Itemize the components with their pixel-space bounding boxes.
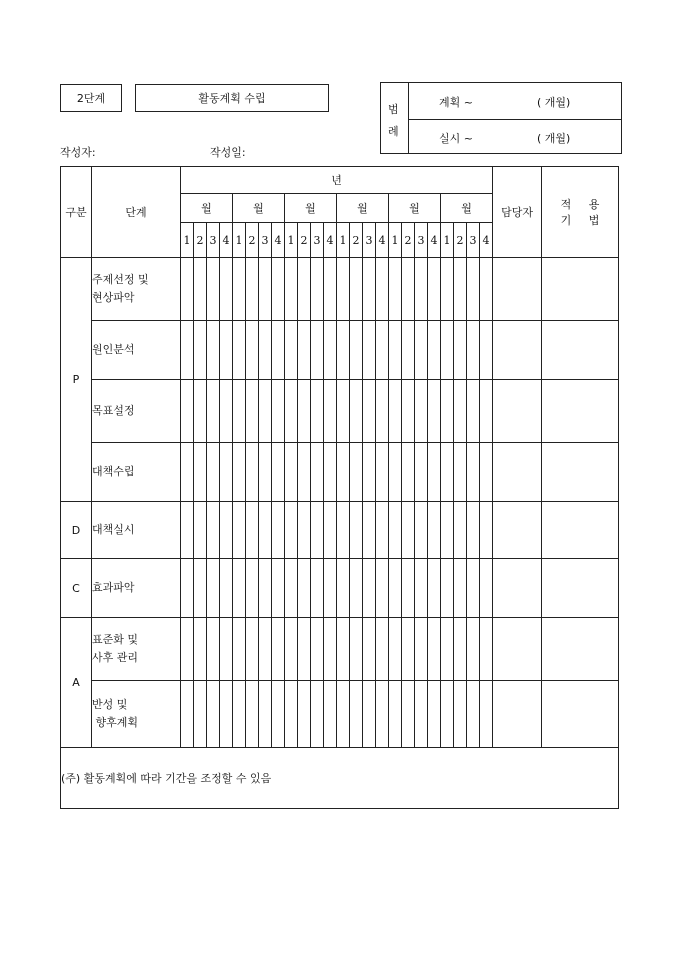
- stage-label: 2단계: [76, 92, 106, 105]
- stage-label: 표준화 및: [92, 633, 139, 646]
- method-cell: [542, 618, 619, 681]
- legend-divider: [408, 119, 622, 120]
- schedule-cell: [272, 618, 285, 681]
- method-cell: [542, 443, 619, 502]
- schedule-cell: [441, 443, 454, 502]
- schedule-cell: [350, 559, 363, 618]
- method-cell: [542, 559, 619, 618]
- schedule-cell: [207, 258, 220, 321]
- schedule-cell: [467, 559, 480, 618]
- page-title: 활동계획 수립: [198, 92, 266, 105]
- date-label: 작성일:: [210, 146, 246, 159]
- method-cell: [542, 502, 619, 559]
- schedule-cell: [220, 321, 233, 380]
- schedule-cell: [311, 559, 324, 618]
- schedule-cell: [181, 258, 194, 321]
- schedule-cell: [454, 321, 467, 380]
- schedule-cell: [285, 681, 298, 748]
- schedule-cell: [324, 559, 337, 618]
- schedule-cell: [246, 559, 259, 618]
- owner-cell: [493, 502, 542, 559]
- method-cell: [542, 681, 619, 748]
- header-week: 1: [233, 223, 246, 258]
- schedule-cell: [402, 502, 415, 559]
- schedule-cell: [181, 502, 194, 559]
- owner-cell: [493, 321, 542, 380]
- schedule-cell: [376, 502, 389, 559]
- schedule-cell: [324, 618, 337, 681]
- schedule-cell: [259, 443, 272, 502]
- schedule-cell: [480, 443, 493, 502]
- schedule-cell: [402, 258, 415, 321]
- legend-plan-unit: ( 개월): [537, 96, 571, 109]
- schedule-cell: [207, 380, 220, 443]
- schedule-cell: [441, 380, 454, 443]
- schedule-cell: [324, 502, 337, 559]
- schedule-cell: [311, 618, 324, 681]
- schedule-cell: [285, 380, 298, 443]
- schedule-cell: [324, 321, 337, 380]
- schedule-cell: [363, 258, 376, 321]
- schedule-cell: [376, 321, 389, 380]
- schedule-cell: [454, 502, 467, 559]
- schedule-cell: [415, 559, 428, 618]
- schedule-cell: [181, 321, 194, 380]
- schedule-cell: [194, 681, 207, 748]
- schedule-cell: [272, 502, 285, 559]
- schedule-cell: [376, 258, 389, 321]
- schedule-cell: [428, 258, 441, 321]
- schedule-cell: [389, 321, 402, 380]
- table-row: [61, 380, 619, 443]
- schedule-cell: [389, 380, 402, 443]
- schedule-cell: [350, 502, 363, 559]
- category-cell: A: [61, 618, 92, 748]
- schedule-cell: [298, 681, 311, 748]
- method-cell: [542, 380, 619, 443]
- schedule-cell: [350, 380, 363, 443]
- schedule-cell: [415, 681, 428, 748]
- schedule-cell: [480, 502, 493, 559]
- schedule-cell: [337, 618, 350, 681]
- schedule-cell: [233, 618, 246, 681]
- schedule-cell: [181, 380, 194, 443]
- method-cell: [542, 321, 619, 380]
- schedule-cell: [402, 321, 415, 380]
- header-week: 3: [415, 223, 428, 258]
- schedule-cell: [454, 258, 467, 321]
- schedule-cell: [181, 681, 194, 748]
- schedule-cell: [376, 618, 389, 681]
- schedule-cell: [220, 502, 233, 559]
- legend-label-bottom: 례: [388, 125, 399, 138]
- schedule-cell: [259, 502, 272, 559]
- method-cell: [542, 258, 619, 321]
- stage-cell: [92, 321, 181, 380]
- schedule-cell: [389, 502, 402, 559]
- schedule-cell: [402, 443, 415, 502]
- schedule-cell: [415, 321, 428, 380]
- schedule-cell: [194, 321, 207, 380]
- schedule-cell: [402, 681, 415, 748]
- schedule-cell: [389, 559, 402, 618]
- stage-cell: [92, 681, 181, 748]
- header-method: [542, 167, 619, 258]
- schedule-cell: [259, 321, 272, 380]
- schedule-cell: [350, 681, 363, 748]
- header-week: 1: [389, 223, 402, 258]
- schedule-cell: [480, 681, 493, 748]
- table-row: [61, 681, 619, 748]
- schedule-cell: [454, 681, 467, 748]
- header-method-top: 적 용: [560, 198, 600, 211]
- schedule-cell: [220, 681, 233, 748]
- schedule-cell: [311, 321, 324, 380]
- schedule-cell: [467, 618, 480, 681]
- schedule-cell: [324, 443, 337, 502]
- header-week: 3: [311, 223, 324, 258]
- owner-cell: [493, 618, 542, 681]
- schedule-cell: [324, 258, 337, 321]
- schedule-cell: [285, 258, 298, 321]
- stage-label: 대책수립: [92, 465, 135, 478]
- schedule-cell: [220, 380, 233, 443]
- schedule-cell: [311, 681, 324, 748]
- stage-label: 목표설정: [92, 404, 135, 417]
- header-week: 3: [259, 223, 272, 258]
- legend-actual-unit: ( 개월): [537, 132, 571, 145]
- schedule-cell: [350, 321, 363, 380]
- schedule-cell: [194, 258, 207, 321]
- schedule-cell: [389, 618, 402, 681]
- category-cell: P: [61, 258, 92, 502]
- schedule-cell: [233, 502, 246, 559]
- stage-label: 효과파악: [92, 581, 135, 594]
- category-cell: C: [61, 559, 92, 618]
- schedule-cell: [441, 618, 454, 681]
- schedule-cell: [337, 443, 350, 502]
- stage-label: 현상파악: [92, 291, 135, 304]
- schedule-cell: [285, 321, 298, 380]
- stage-label: 반성 및: [92, 698, 128, 711]
- schedule-cell: [233, 258, 246, 321]
- stage-label: 대책실시: [92, 523, 135, 536]
- legend-actual-label: 실시 ~: [439, 132, 473, 145]
- owner-cell: [493, 443, 542, 502]
- header-week: 2: [194, 223, 207, 258]
- schedule-cell: [259, 681, 272, 748]
- header-week: 4: [272, 223, 285, 258]
- header-month: 월: [285, 194, 337, 223]
- schedule-cell: [402, 559, 415, 618]
- schedule-cell: [194, 559, 207, 618]
- header-stage: 단계: [92, 167, 181, 258]
- schedule-cell: [246, 443, 259, 502]
- schedule-cell: [467, 681, 480, 748]
- schedule-cell: [194, 380, 207, 443]
- schedule-cell: [272, 258, 285, 321]
- schedule-cell: [298, 559, 311, 618]
- schedule-cell: [233, 380, 246, 443]
- schedule-cell: [259, 258, 272, 321]
- legend-box: [380, 82, 622, 154]
- schedule-cell: [441, 258, 454, 321]
- schedule-cell: [467, 443, 480, 502]
- schedule-cell: [480, 618, 493, 681]
- schedule-cell: [337, 681, 350, 748]
- header-week: 4: [480, 223, 493, 258]
- schedule-cell: [467, 380, 480, 443]
- table-row: [61, 559, 619, 618]
- schedule-cell: [220, 443, 233, 502]
- table-row: [61, 321, 619, 380]
- header-owner: 담당자: [493, 167, 542, 258]
- schedule-cell: [363, 618, 376, 681]
- schedule-cell: [428, 559, 441, 618]
- schedule-cell: [246, 681, 259, 748]
- header-month: 월: [233, 194, 285, 223]
- schedule-cell: [454, 443, 467, 502]
- header-week: 4: [376, 223, 389, 258]
- schedule-cell: [233, 443, 246, 502]
- header-method-bottom: 기 법: [560, 214, 600, 227]
- table-row: [61, 502, 619, 559]
- header-month: 월: [337, 194, 389, 223]
- schedule-cell: [480, 258, 493, 321]
- stage-cell: [92, 443, 181, 502]
- schedule-cell: [402, 618, 415, 681]
- schedule-cell: [441, 681, 454, 748]
- schedule-cell: [220, 258, 233, 321]
- activity-plan-table: [60, 166, 619, 809]
- schedule-cell: [428, 321, 441, 380]
- schedule-cell: [207, 559, 220, 618]
- schedule-cell: [298, 321, 311, 380]
- schedule-cell: [285, 618, 298, 681]
- stage-cell: [92, 618, 181, 681]
- schedule-cell: [363, 321, 376, 380]
- schedule-cell: [311, 258, 324, 321]
- header-week: 2: [350, 223, 363, 258]
- owner-cell: [493, 681, 542, 748]
- schedule-cell: [272, 321, 285, 380]
- header-week: 4: [324, 223, 337, 258]
- schedule-cell: [441, 321, 454, 380]
- stage-cell: [92, 380, 181, 443]
- owner-cell: [493, 258, 542, 321]
- schedule-cell: [246, 380, 259, 443]
- schedule-cell: [363, 443, 376, 502]
- stage-cell: [92, 502, 181, 559]
- header-week: 3: [207, 223, 220, 258]
- table-row: [61, 618, 619, 681]
- header-week: 4: [428, 223, 441, 258]
- schedule-cell: [207, 443, 220, 502]
- note-cell: (주) 활동계획에 따라 기간을 조정할 수 있음: [61, 748, 619, 809]
- schedule-cell: [285, 502, 298, 559]
- stage-cell: [92, 559, 181, 618]
- schedule-cell: [454, 618, 467, 681]
- schedule-cell: [402, 380, 415, 443]
- schedule-cell: [246, 321, 259, 380]
- schedule-cell: [246, 502, 259, 559]
- schedule-cell: [337, 559, 350, 618]
- schedule-cell: [467, 258, 480, 321]
- schedule-cell: [441, 502, 454, 559]
- schedule-cell: [337, 380, 350, 443]
- schedule-cell: [181, 559, 194, 618]
- schedule-cell: [441, 559, 454, 618]
- header-month: 월: [441, 194, 493, 223]
- schedule-cell: [428, 618, 441, 681]
- schedule-cell: [480, 321, 493, 380]
- schedule-cell: [467, 502, 480, 559]
- schedule-cell: [259, 559, 272, 618]
- owner-cell: [493, 559, 542, 618]
- stage-label: 향후계획: [92, 716, 139, 729]
- schedule-cell: [480, 559, 493, 618]
- header-week: 2: [454, 223, 467, 258]
- table-row: [61, 258, 619, 321]
- schedule-cell: [350, 258, 363, 321]
- schedule-cell: [363, 681, 376, 748]
- schedule-cell: [194, 443, 207, 502]
- schedule-cell: [181, 618, 194, 681]
- schedule-cell: [363, 559, 376, 618]
- schedule-cell: [311, 380, 324, 443]
- header-month: 월: [181, 194, 233, 223]
- schedule-cell: [246, 618, 259, 681]
- schedule-cell: [350, 618, 363, 681]
- schedule-cell: [207, 502, 220, 559]
- schedule-cell: [337, 258, 350, 321]
- schedule-cell: [194, 502, 207, 559]
- schedule-cell: [454, 380, 467, 443]
- schedule-cell: [272, 681, 285, 748]
- schedule-cell: [285, 559, 298, 618]
- schedule-cell: [415, 258, 428, 321]
- schedule-cell: [337, 321, 350, 380]
- schedule-cell: [376, 443, 389, 502]
- schedule-cell: [246, 258, 259, 321]
- header-week: 4: [220, 223, 233, 258]
- stage-label-box: [60, 84, 122, 112]
- header-year: 년: [181, 167, 493, 194]
- schedule-cell: [298, 618, 311, 681]
- schedule-cell: [337, 502, 350, 559]
- header-week: 2: [402, 223, 415, 258]
- schedule-cell: [298, 258, 311, 321]
- schedule-cell: [428, 502, 441, 559]
- stage-label: 사후 관리: [92, 651, 139, 664]
- schedule-cell: [324, 380, 337, 443]
- schedule-cell: [207, 681, 220, 748]
- schedule-cell: [415, 502, 428, 559]
- schedule-cell: [298, 502, 311, 559]
- schedule-cell: [272, 380, 285, 443]
- schedule-cell: [324, 681, 337, 748]
- stage-label: 주제선정 및: [92, 273, 149, 286]
- schedule-cell: [233, 559, 246, 618]
- schedule-cell: [428, 380, 441, 443]
- schedule-cell: [259, 380, 272, 443]
- schedule-cell: [311, 502, 324, 559]
- schedule-cell: [285, 443, 298, 502]
- header-week: 3: [363, 223, 376, 258]
- schedule-cell: [480, 380, 493, 443]
- schedule-cell: [298, 443, 311, 502]
- schedule-cell: [376, 380, 389, 443]
- schedule-cell: [181, 443, 194, 502]
- schedule-cell: [233, 681, 246, 748]
- schedule-cell: [363, 380, 376, 443]
- schedule-cell: [389, 443, 402, 502]
- schedule-cell: [207, 321, 220, 380]
- category-cell: D: [61, 502, 92, 559]
- header-week: 2: [298, 223, 311, 258]
- schedule-cell: [363, 502, 376, 559]
- schedule-cell: [311, 443, 324, 502]
- schedule-cell: [220, 618, 233, 681]
- header-week: 1: [181, 223, 194, 258]
- header-week: 2: [246, 223, 259, 258]
- schedule-cell: [389, 258, 402, 321]
- schedule-cell: [467, 321, 480, 380]
- header-week: 1: [441, 223, 454, 258]
- schedule-cell: [298, 380, 311, 443]
- header-category: 구분: [61, 167, 92, 258]
- schedule-cell: [415, 443, 428, 502]
- header-week: 3: [467, 223, 480, 258]
- schedule-cell: [207, 618, 220, 681]
- owner-cell: [493, 380, 542, 443]
- schedule-cell: [415, 380, 428, 443]
- schedule-cell: [194, 618, 207, 681]
- schedule-cell: [220, 559, 233, 618]
- schedule-cell: [415, 618, 428, 681]
- schedule-cell: [428, 681, 441, 748]
- schedule-cell: [350, 443, 363, 502]
- schedule-cell: [376, 559, 389, 618]
- legend-plan-label: 계획 ~: [439, 96, 473, 109]
- header-week: 1: [337, 223, 350, 258]
- stage-label: 원인분석: [92, 343, 135, 356]
- schedule-cell: [454, 559, 467, 618]
- legend-label-top: 범: [388, 103, 399, 116]
- schedule-cell: [272, 443, 285, 502]
- schedule-cell: [376, 681, 389, 748]
- table-row: [61, 443, 619, 502]
- schedule-cell: [259, 618, 272, 681]
- legend-label-column: [381, 83, 409, 153]
- stage-cell: [92, 258, 181, 321]
- title-box: [135, 84, 329, 112]
- schedule-cell: [272, 559, 285, 618]
- schedule-cell: [428, 443, 441, 502]
- header-week: 1: [285, 223, 298, 258]
- author-label: 작성자:: [60, 146, 96, 159]
- schedule-cell: [233, 321, 246, 380]
- header-month: 월: [389, 194, 441, 223]
- schedule-cell: [389, 681, 402, 748]
